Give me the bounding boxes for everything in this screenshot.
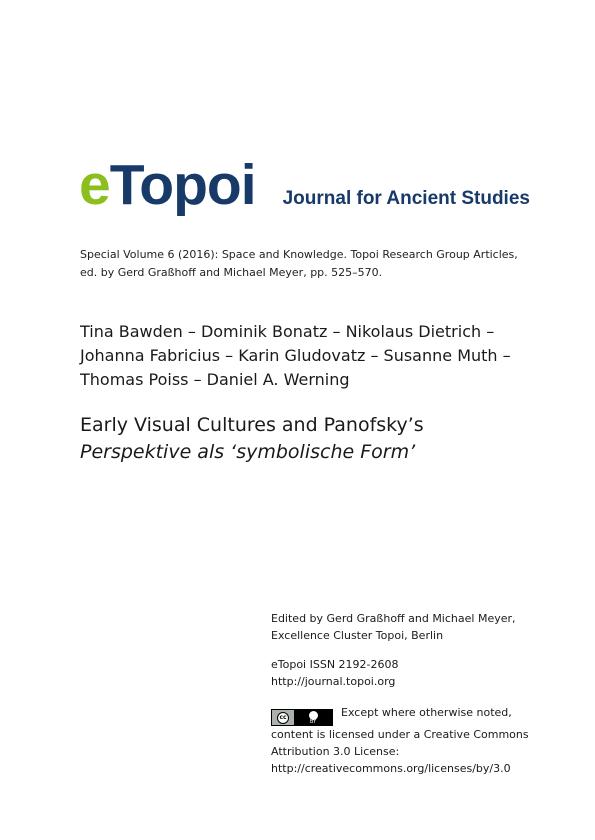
license-url[interactable]: http://creativecommons.org/licenses/by/3.0 — [271, 762, 511, 775]
license-line-2: content is licensed under a Creative Commons — [271, 728, 529, 741]
author-list: Tina Bawden – Dominik Bonatz – Nikolaus Dietrich – Johanna Fabricius – Karin Gludovatz – Susanne Muth – Thomas Poiss – Daniel A. Werning — [80, 322, 511, 389]
license-text-1: Except where otherwise noted, — [341, 706, 512, 719]
issn: eTopoi ISSN 2192-2608 — [271, 658, 399, 671]
by-label: BY — [309, 718, 317, 725]
cc-icon: cc — [277, 712, 289, 724]
logo-topoi: Topoi — [109, 153, 256, 217]
title-line-1: Early Visual Cultures and Panofsky’s — [80, 414, 424, 436]
license-line-3: Attribution 3.0 License: — [271, 745, 400, 758]
edited-by: Edited by Gerd Graßhoff and Michael Meyer, — [271, 612, 516, 625]
etopoi-logo — [79, 152, 530, 218]
license-block — [271, 704, 531, 777]
issn-block — [271, 656, 531, 690]
special-volume-info: Special Volume 6 (2016): Space and Knowledge. Topoi Research Group Articles, ed. by Gerd Graßhoff and Michael Meyer, pp. 525–570. — [80, 248, 518, 279]
journal-url[interactable]: http://journal.topoi.org — [271, 675, 396, 688]
editor-info — [271, 610, 531, 644]
cluster-affiliation: Excellence Cluster Topoi, Berlin — [271, 629, 444, 642]
title-line-2: Perspektive als ‘symbolische Form’ — [80, 441, 416, 463]
journal-subtitle: Journal for Ancient Studies — [282, 188, 530, 209]
license-line-1 — [271, 704, 531, 726]
creative-commons-by-icon[interactable] — [271, 709, 333, 726]
logo-e: e — [79, 153, 110, 217]
article-title — [80, 412, 520, 466]
